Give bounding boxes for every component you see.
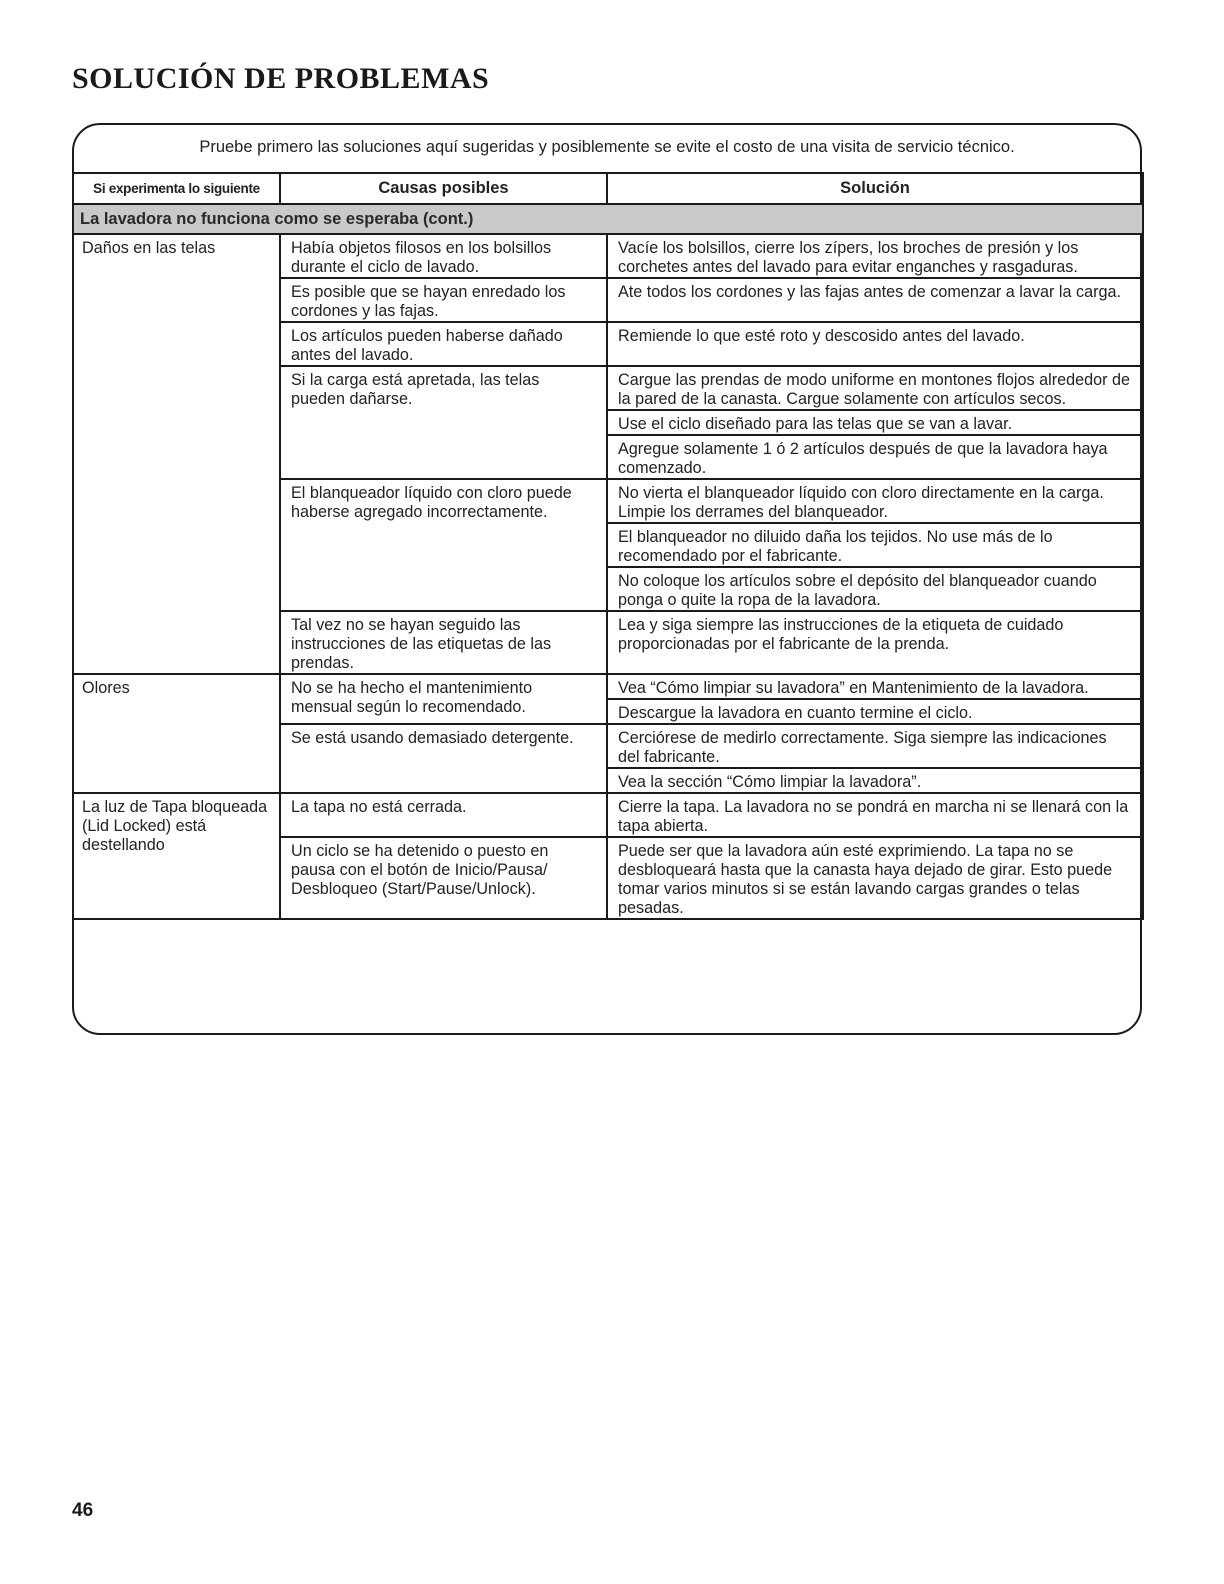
- solution-cell: Descargue la lavadora en cuanto termine el ciclo.: [607, 699, 1143, 724]
- intro-text: Pruebe primero las soluciones aquí sugeridas y posiblemente se evite el costo de una visita de servicio técnico.: [199, 138, 1015, 156]
- cause-cell: La tapa no está cerrada.: [280, 793, 607, 837]
- solution-cell: El blanqueador no diluido daña los tejidos. No use más de lo recomendado por el fabricante.: [607, 523, 1143, 567]
- section-title: La lavadora no funciona como se esperaba (cont.): [73, 204, 1143, 234]
- solution-cell: Puede ser que la lavadora aún esté exprimiendo. La tapa no se desbloqueará hasta que la canasta haya dejado de girar. Esto puede tomar varios minutos si se están lavando cargas grandes o telas pesadas.: [607, 837, 1143, 919]
- table-row: [73, 674, 1143, 699]
- solution-cell: Cargue las prendas de modo uniforme en montones flojos alrededor de la pared de la canasta. Cargue solamente con artículos secos.: [607, 366, 1143, 410]
- cause-cell: No se ha hecho el mantenimiento mensual según lo recomendado.: [280, 674, 607, 724]
- table-row: [73, 234, 1143, 278]
- solution-cell: Ate todos los cordones y las fajas antes de comenzar a lavar la carga.: [607, 278, 1143, 322]
- section-header-row: [73, 204, 1143, 234]
- solution-cell: Cerciórese de medirlo correctamente. Siga siempre las indicaciones del fabricante.: [607, 724, 1143, 768]
- cause-cell: Es posible que se hayan enredado los cordones y las fajas.: [280, 278, 607, 322]
- header-symptom: Si experimenta lo siguiente: [73, 173, 280, 204]
- symptom-cell: La luz de Tapa bloqueada (Lid Locked) está destellando: [73, 793, 280, 919]
- cause-cell: Los artículos pueden haberse dañado antes del lavado.: [280, 322, 607, 366]
- solution-cell: No vierta el blanqueador líquido con cloro directamente en la carga. Limpie los derrames del blanqueador.: [607, 479, 1143, 523]
- page-title: SOLUCIÓN DE PROBLEMAS: [72, 62, 490, 95]
- troubleshooting-table: [72, 172, 1144, 920]
- solution-cell: Lea y siga siempre las instrucciones de la etiqueta de cuidado proporcionadas por el fabricante de la prenda.: [607, 611, 1143, 674]
- table-header-row: [73, 173, 1143, 204]
- solution-cell: Remiende lo que esté roto y descosido antes del lavado.: [607, 322, 1143, 366]
- table-body: [73, 204, 1143, 919]
- cause-cell: El blanqueador líquido con cloro puede haberse agregado incorrectamente.: [280, 479, 607, 611]
- solution-cell: Cierre la tapa. La lavadora no se pondrá en marcha ni se llenará con la tapa abierta.: [607, 793, 1143, 837]
- header-cause: Causas posibles: [280, 173, 607, 204]
- header-solution: Solución: [607, 173, 1143, 204]
- solution-cell: Vacíe los bolsillos, cierre los zípers, los broches de presión y los corchetes antes del lavado para evitar enganches y rasgaduras.: [607, 234, 1143, 278]
- solution-cell: Vea “Cómo limpiar su lavadora” en Mantenimiento de la lavadora.: [607, 674, 1143, 699]
- table-row: [73, 793, 1143, 837]
- solution-cell: Vea la sección “Cómo limpiar la lavadora”.: [607, 768, 1143, 793]
- cause-cell: Si la carga está apretada, las telas pueden dañarse.: [280, 366, 607, 479]
- solution-cell: Agregue solamente 1 ó 2 artículos después de que la lavadora haya comenzado.: [607, 435, 1143, 479]
- symptom-cell: Olores: [73, 674, 280, 793]
- symptom-cell: Daños en las telas: [73, 234, 280, 674]
- cause-cell: Había objetos filosos en los bolsillos durante el ciclo de lavado.: [280, 234, 607, 278]
- cause-cell: Se está usando demasiado detergente.: [280, 724, 607, 793]
- solution-cell: Use el ciclo diseñado para las telas que se van a lavar.: [607, 410, 1143, 435]
- cause-cell: Un ciclo se ha detenido o puesto en pausa con el botón de Inicio/Pausa/ Desbloqueo (Start/Pause/Unlock).: [280, 837, 607, 919]
- cause-cell: Tal vez no se hayan seguido las instrucciones de las etiquetas de las prendas.: [280, 611, 607, 674]
- solution-cell: No coloque los artículos sobre el depósito del blanqueador cuando ponga o quite la ropa de la lavadora.: [607, 567, 1143, 611]
- page-number: 46: [72, 1500, 94, 1521]
